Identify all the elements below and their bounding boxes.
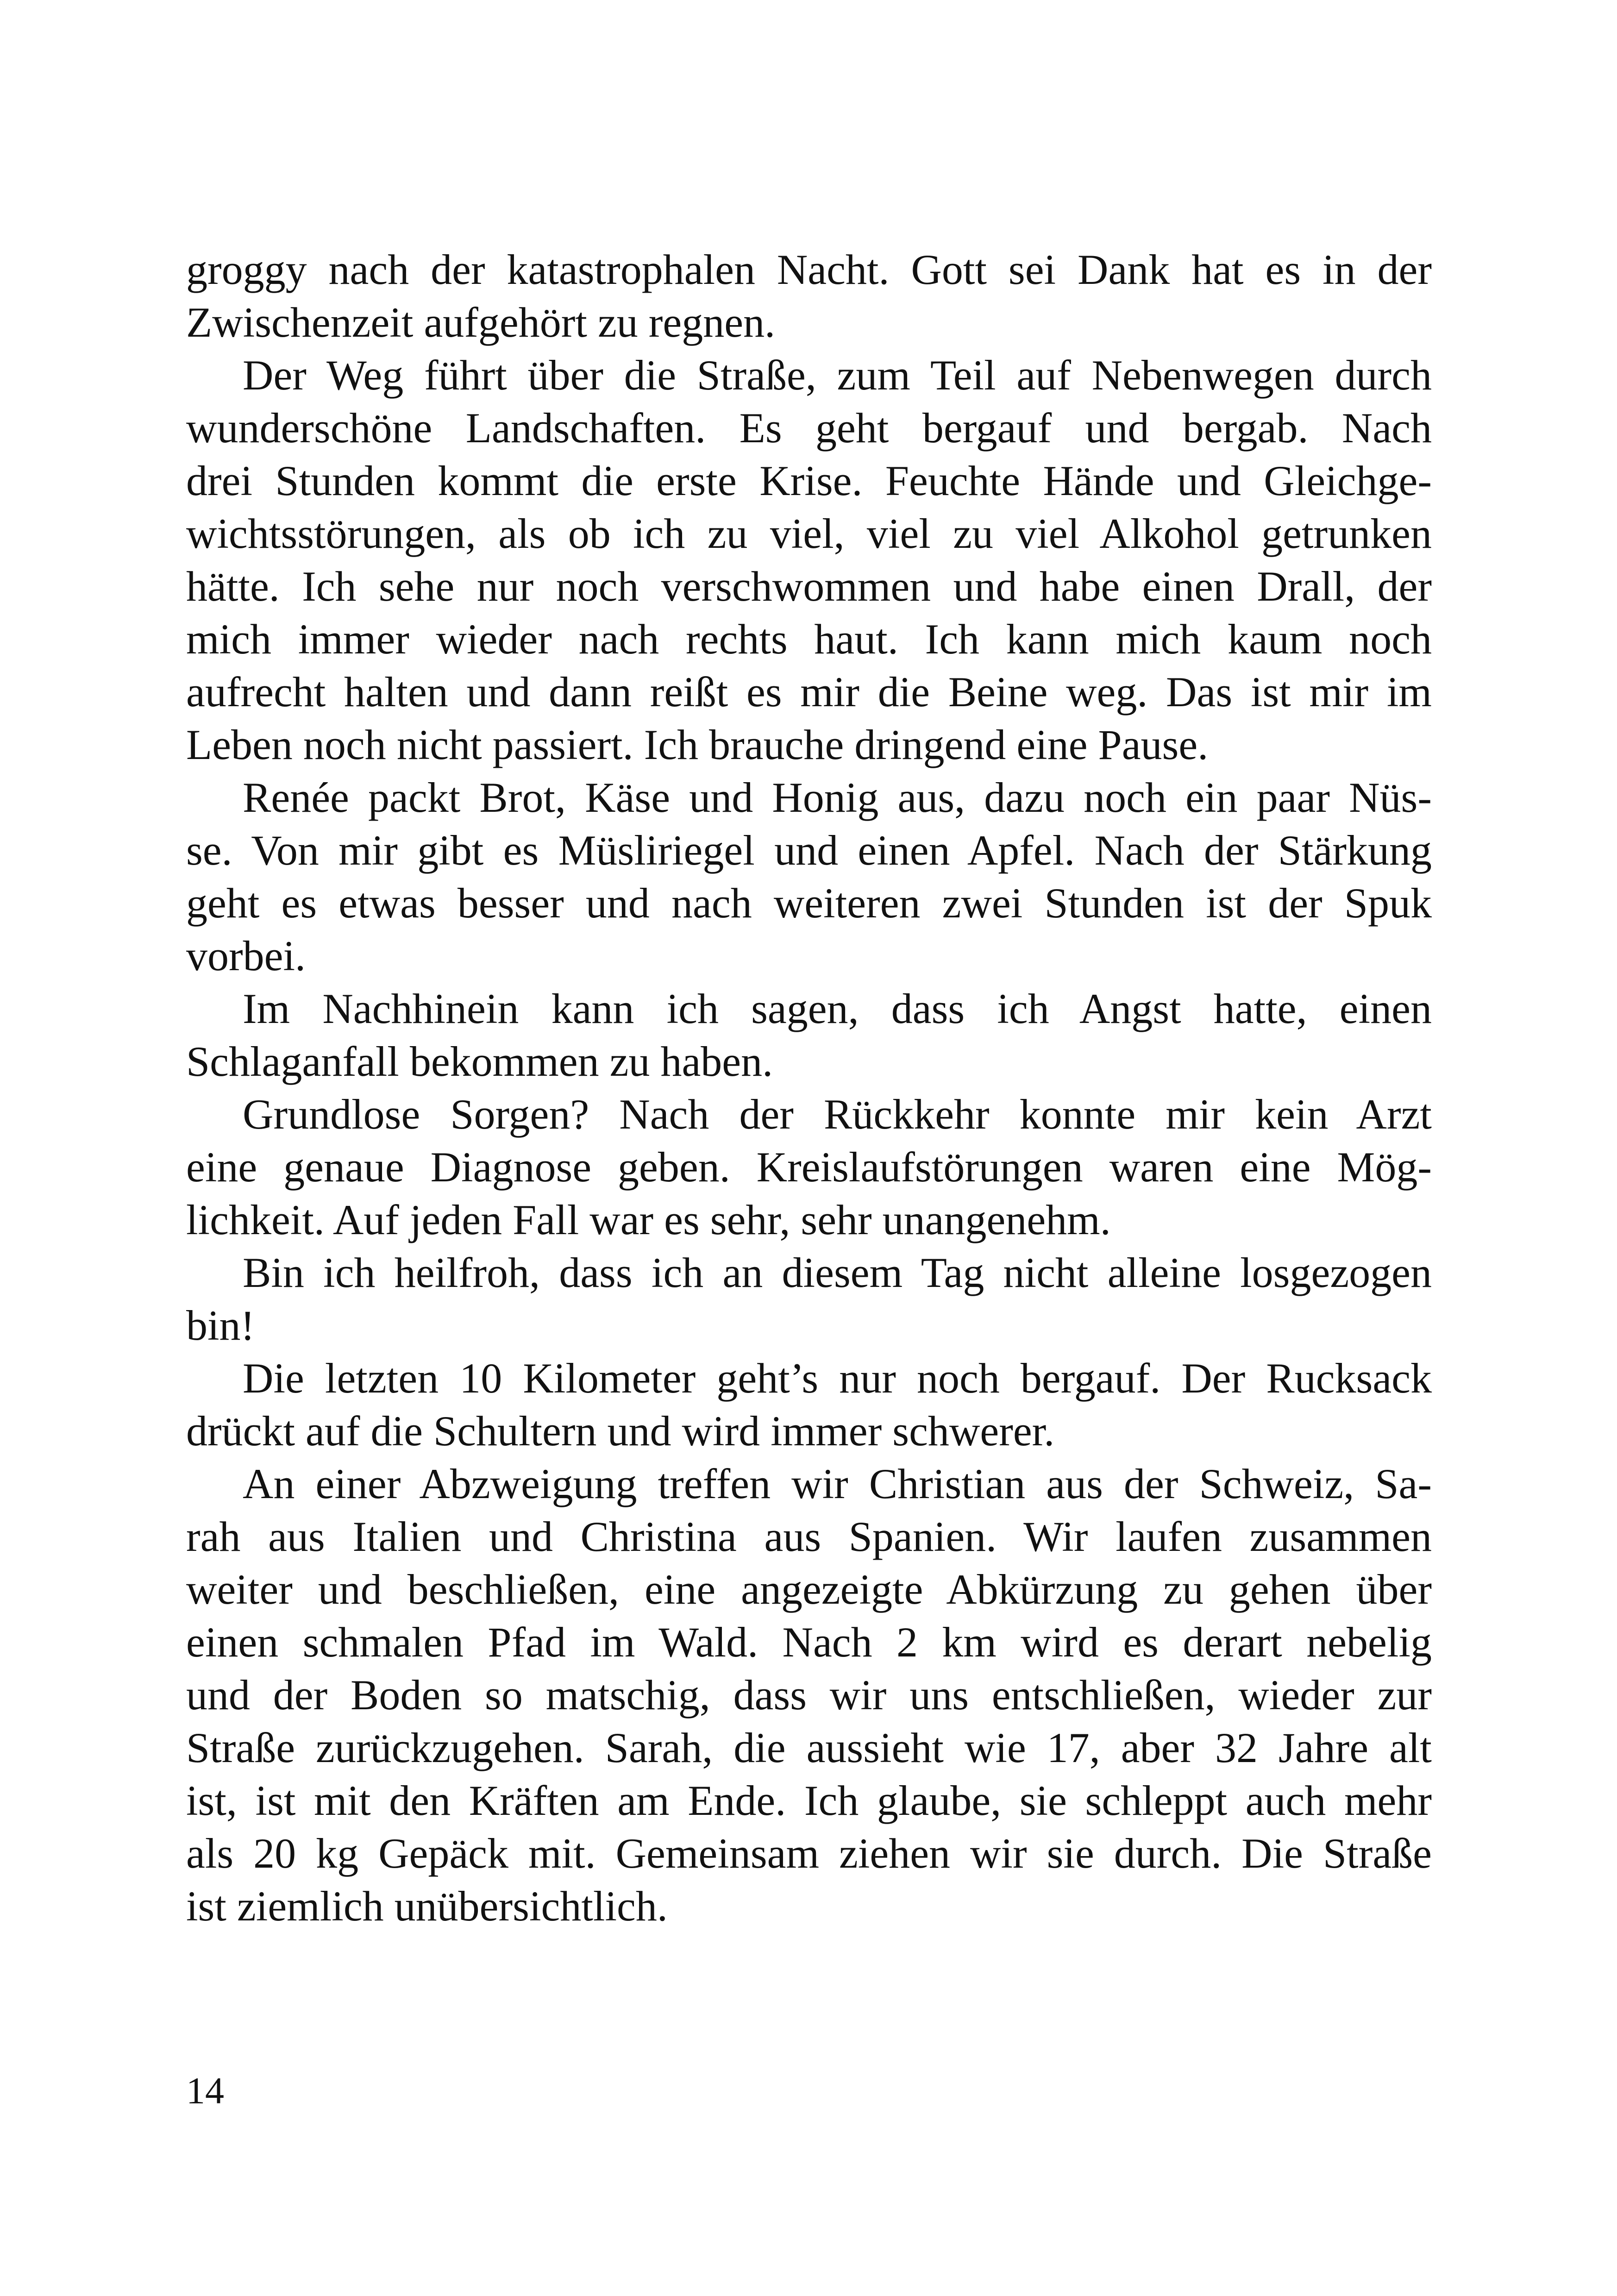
- paragraph: [186, 1246, 1432, 1352]
- paragraph: [186, 771, 1432, 982]
- text-line: wunderschöne Landschaften. Es geht bergauf und bergab. Nach: [186, 404, 1432, 452]
- text-line: bin!: [186, 1302, 255, 1349]
- text-line: rah aus Italien und Christina aus Spanien. Wir laufen zusammen: [186, 1513, 1432, 1560]
- text-line: Schlaganfall bekommen zu haben.: [186, 1038, 773, 1085]
- text-line: Der Weg führt über die Straße, zum Teil auf Nebenwegen durch: [243, 351, 1432, 399]
- text-line: aufrecht halten und dann reißt es mir die Beine weg. Das ist mir im: [186, 668, 1432, 715]
- text-line: hätte. Ich sehe nur noch verschwommen und habe einen Drall, der: [186, 563, 1432, 610]
- paragraph: [186, 1088, 1432, 1246]
- text-line: Im Nachhinein kann ich sagen, dass ich Angst hatte, einen: [243, 985, 1432, 1032]
- text-line: und der Boden so matschig, dass wir uns entschließen, wieder zur: [186, 1671, 1432, 1719]
- paragraph: [186, 349, 1432, 771]
- text-line: Straße zurückzugehen. Sarah, die aussieht wie 17, aber 32 Jahre alt: [186, 1724, 1432, 1771]
- text-line: einen schmalen Pfad im Wald. Nach 2 km wird es derart nebelig: [186, 1618, 1432, 1666]
- text-line: wichtsstörungen, als ob ich zu viel, viel zu viel Alkohol getrunken: [186, 510, 1432, 557]
- text-line: ist ziemlich unübersichtlich.: [186, 1882, 668, 1930]
- text-line: drei Stunden kommt die erste Krise. Feuchte Hände und Gleichge-: [186, 457, 1432, 504]
- text-line: eine genaue Diagnose geben. Kreislaufstörungen waren eine Mög-: [186, 1143, 1432, 1191]
- text-line: Leben noch nicht passiert. Ich brauche dringend eine Pause.: [186, 721, 1209, 768]
- text-line: vorbei.: [186, 932, 306, 979]
- text-line: lichkeit. Auf jeden Fall war es sehr, sehr unangenehm.: [186, 1196, 1111, 1243]
- paragraph: [186, 1352, 1432, 1457]
- text-line: Renée packt Brot, Käse und Honig aus, dazu noch ein paar Nüs-: [243, 774, 1432, 821]
- text-line: geht es etwas besser und nach weiteren zwei Stunden ist der Spuk: [186, 879, 1432, 927]
- text-line: An einer Abzweigung treffen wir Christian aus der Schweiz, Sa-: [243, 1460, 1432, 1507]
- text-line: mich immer wieder nach rechts haut. Ich kann mich kaum noch: [186, 615, 1432, 663]
- text-line: groggy nach der katastrophalen Nacht. Gott sei Dank hat es in der: [186, 246, 1432, 293]
- text-line: Grundlose Sorgen? Nach der Rückkehr konnte mir kein Arzt: [243, 1091, 1432, 1138]
- text-line: Zwischenzeit aufgehört zu regnen.: [186, 299, 776, 346]
- page-number: 14: [186, 2070, 224, 2112]
- text-line: drückt auf die Schultern und wird immer schwerer.: [186, 1407, 1055, 1455]
- text-line: Die letzten 10 Kilometer geht’s nur noch bergauf. Der Rucksack: [243, 1355, 1432, 1402]
- paragraph: [186, 1457, 1432, 1932]
- paragraph: [186, 982, 1432, 1088]
- text-line: se. Von mir gibt es Müsliriegel und einen Apfel. Nach der Stärkung: [186, 827, 1432, 874]
- paragraph: [186, 243, 1432, 349]
- text-line: als 20 kg Gepäck mit. Gemeinsam ziehen wir sie durch. Die Straße: [186, 1830, 1432, 1877]
- text-line: weiter und beschließen, eine angezeigte Abkürzung zu gehen über: [186, 1566, 1432, 1613]
- text-line: Bin ich heilfroh, dass ich an diesem Tag nicht alleine losgezogen: [243, 1249, 1432, 1296]
- text-line: ist, ist mit den Kräften am Ende. Ich glaube, sie schleppt auch mehr: [186, 1777, 1432, 1824]
- body-text: [186, 243, 1432, 1932]
